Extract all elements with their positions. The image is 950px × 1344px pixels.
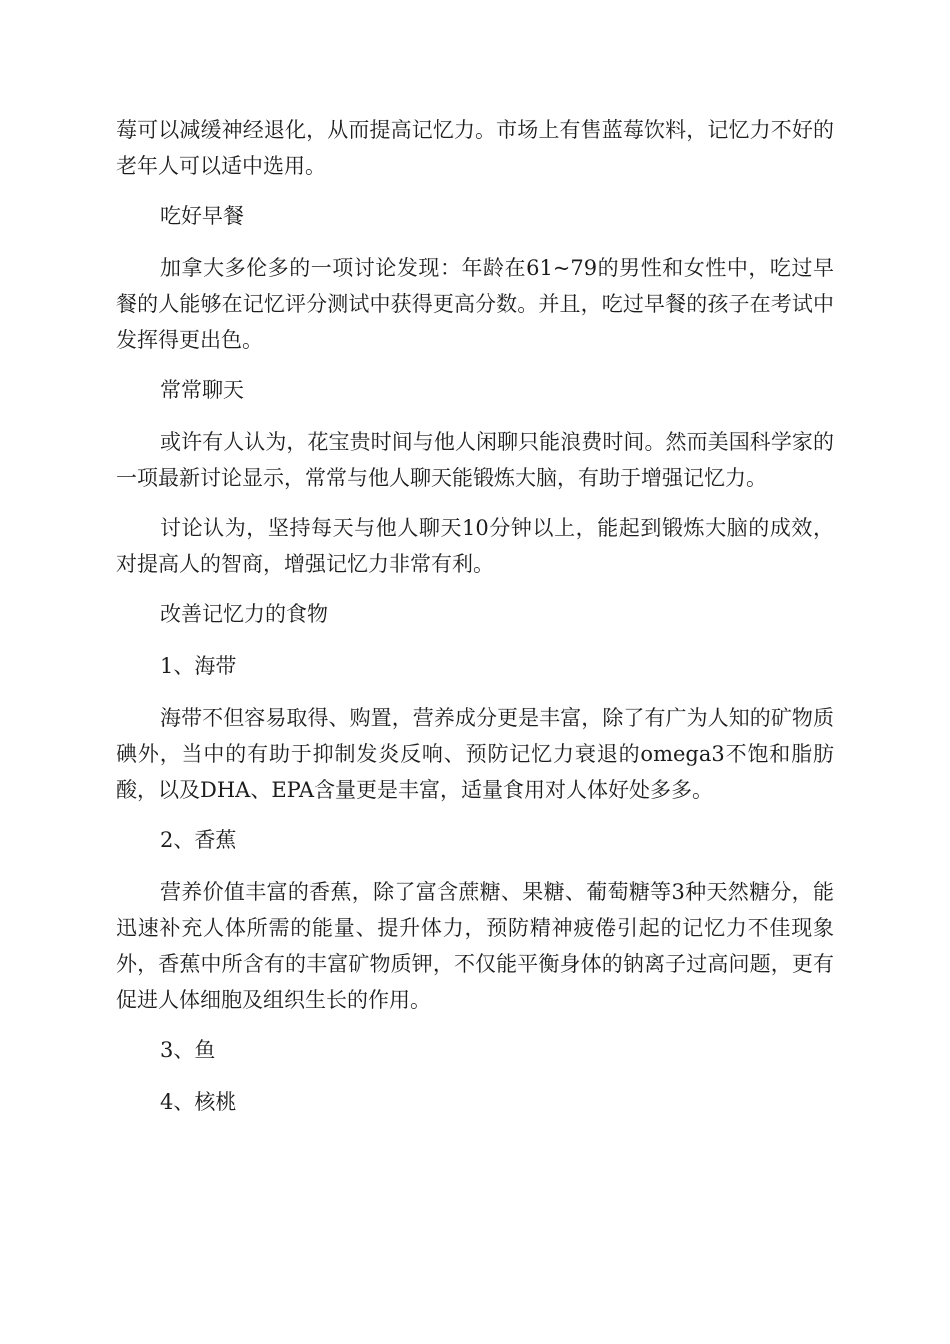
- heading-walnut: 4、核桃: [160, 1090, 237, 1114]
- paragraph-blueberry-continued: 莓可以减缓神经退化，从而提高记忆力。市场上有售蓝莓饮料，记忆力不好的老年人可以适中选用。: [116, 118, 834, 178]
- paragraph-chat-2: 讨论认为，坚持每天与他人聊天10分钟以上，能起到锻炼大脑的成效，对提高人的智商，增强记忆力非常有利。: [116, 516, 834, 576]
- paragraph-kelp: 海带不但容易取得、购置，营养成分更是丰富，除了有广为人知的矿物质碘外，当中的有助于抑制发炎反响、预防记忆力衰退的omega3不饱和脂肪酸，以及DHA、EPA含量更是丰富，适量食用对人体好处多多。: [116, 706, 834, 802]
- heading-fish: 3、鱼: [160, 1038, 216, 1062]
- heading-chat: 常常聊天: [160, 378, 244, 402]
- paragraph-breakfast: 加拿大多伦多的一项讨论发现：年龄在61~79的男性和女性中，吃过早餐的人能够在记忆评分测试中获得更高分数。并且，吃过早餐的孩子在考试中发挥得更出色。: [116, 256, 834, 352]
- paragraph-chat-1: 或许有人认为，花宝贵时间与他人闲聊只能浪费时间。然而美国科学家的一项最新讨论显示，常常与他人聊天能锻炼大脑，有助于增强记忆力。: [116, 430, 834, 490]
- heading-kelp: 1、海带: [160, 654, 237, 678]
- paragraph-banana: 营养价值丰富的香蕉，除了富含蔗糖、果糖、葡萄糖等3种天然糖分，能迅速补充人体所需的能量、提升体力，预防精神疲倦引起的记忆力不佳现象外，香蕉中所含有的丰富矿物质钾，不仅能平衡身体的钠离子过高问题，更有促进人体细胞及组织生长的作用。: [116, 880, 834, 1012]
- heading-banana: 2、香蕉: [160, 828, 237, 852]
- heading-breakfast: 吃好早餐: [160, 204, 244, 228]
- heading-memory-foods: 改善记忆力的食物: [160, 602, 328, 626]
- document-body: [116, 112, 834, 1136]
